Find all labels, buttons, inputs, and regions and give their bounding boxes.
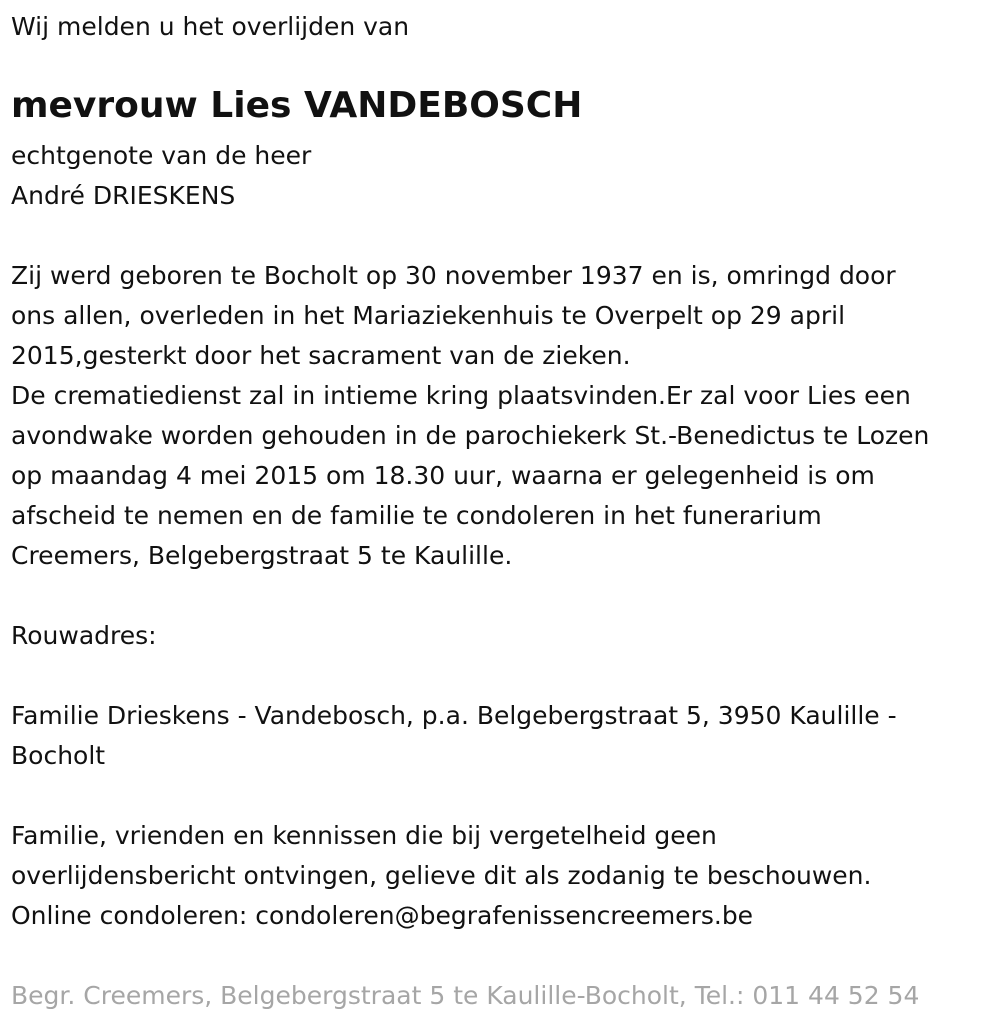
body-line-4: De crematiedienst zal in intieme kring plaatsvinden.Er zal voor Lies een: [11, 381, 911, 410]
body-line-7: afscheid te nemen en de familie te condoleren in het funerarium: [11, 501, 822, 530]
online-condolence: [11, 903, 753, 928]
body-line-3: 2015,gesterkt door het sacrament van de zieken.: [11, 341, 631, 370]
mourning-address-line-1: Familie Drieskens - Vandebosch, p.a. Belgebergstraat 5, 3950 Kaulille -: [11, 701, 897, 730]
notice-line-2: overlijdensbericht ontvingen, gelieve dit als zodanig te beschouwen.: [11, 861, 872, 890]
funeral-home-footer: Begr. Creemers, Belgebergstraat 5 te Kaulille-Bocholt, Tel.: 011 44 52 54: [11, 981, 920, 1010]
body-line-8: Creemers, Belgebergstraat 5 te Kaulille.: [11, 541, 513, 570]
body-line-5: avondwake worden gehouden in de parochiekerk St.-Benedictus te Lozen: [11, 421, 930, 450]
intro-text: Wij melden u het overlijden van: [11, 12, 410, 41]
deceased-name: mevrouw Lies VANDEBOSCH: [11, 85, 583, 126]
spouse-line-1: echtgenote van de heer: [11, 141, 312, 170]
body-line-2: ons allen, overleden in het Mariaziekenhuis te Overpelt op 29 april: [11, 301, 846, 330]
mourning-address-label: Rouwadres:: [11, 621, 157, 650]
body-line-1: Zij werd geboren te Bocholt op 30 november 1937 en is, omringd door: [11, 261, 896, 290]
mourning-address-line-2: Bocholt: [11, 741, 106, 770]
condolence-email-link[interactable]: condoleren@begrafenissencreemers.be: [255, 901, 754, 930]
notice-line-1: Familie, vrienden en kennissen die bij vergetelheid geen: [11, 821, 717, 850]
spouse-line-2: André DRIESKENS: [11, 181, 236, 210]
online-condolence-label: Online condoleren:: [11, 901, 256, 930]
body-line-6: op maandag 4 mei 2015 om 18.30 uur, waarna er gelegenheid is om: [11, 461, 875, 490]
